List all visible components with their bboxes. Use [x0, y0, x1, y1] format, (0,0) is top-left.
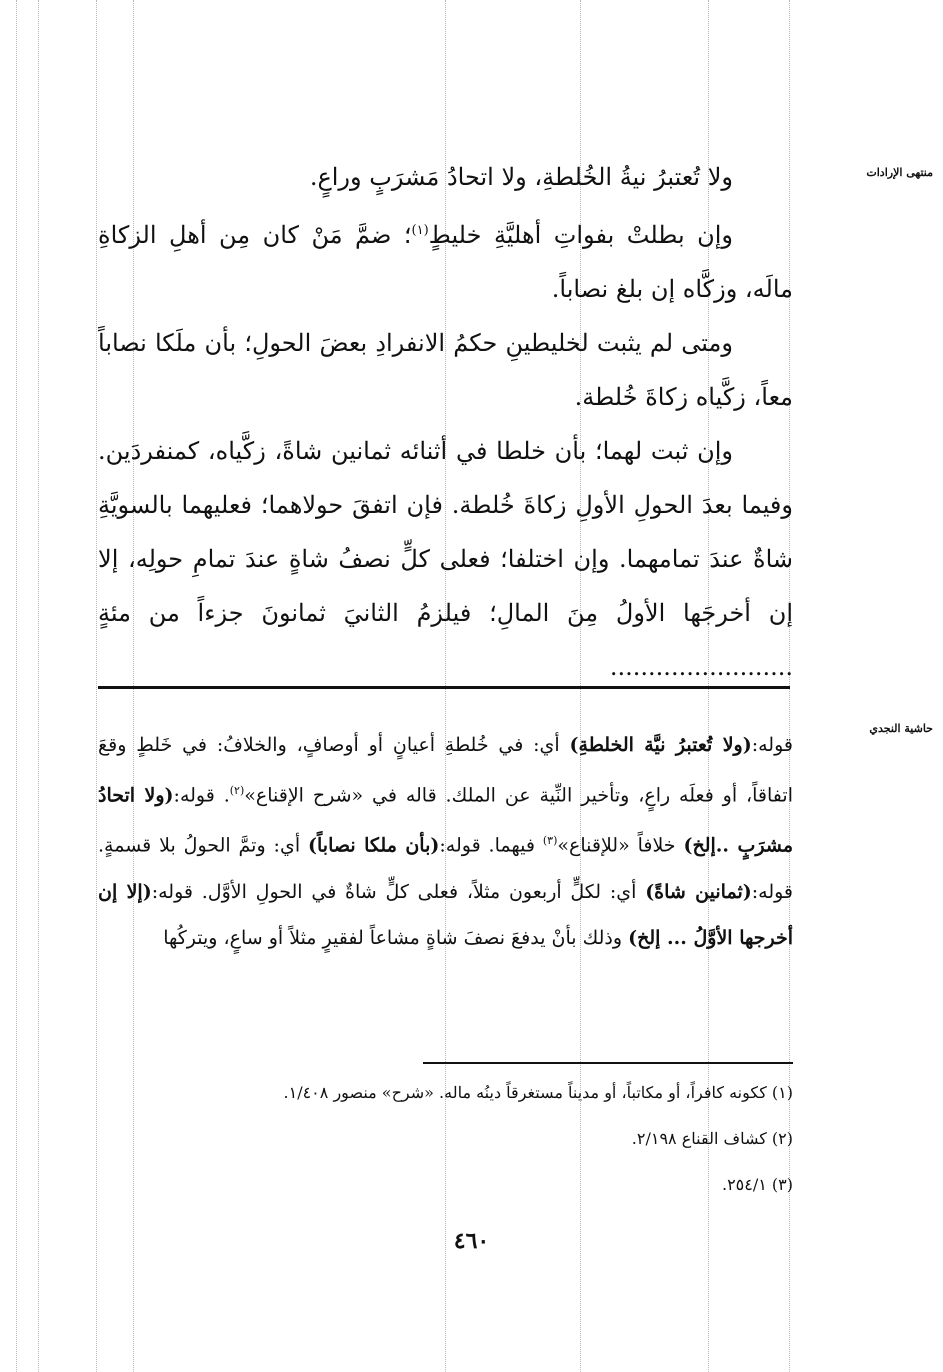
footnote-ref: (٣)	[542, 834, 558, 848]
commentary-segment: خلافاً «للإقناع»	[557, 834, 684, 857]
footnote-ref: (٢)	[229, 784, 245, 797]
footnotes	[98, 1070, 793, 1208]
commentary-segment: أي: وتمَّ الحولُ بلا قسمةٍ. قوله:	[98, 834, 794, 903]
footnote: (٢) كشاف القناع ٢/١٩٨.	[631, 1129, 793, 1148]
main-paragraph: ولا تُعتبرُ نيةُ الخُلطةِ، ولا اتحادُ مَشرَبٍ وراعٍ.	[309, 163, 733, 191]
margin-label-main: منتهى الإرادات	[866, 166, 933, 179]
main-text-segment: ؛ ضمَّ مَنْ كان مِن أهلِ الزكاةِ مالَه، وزكَّاه إن بلغ نصاباً.	[98, 221, 793, 303]
footnote-rule	[423, 1062, 793, 1064]
commentary-lemma: (بأن ملكا نصاباً)	[308, 834, 440, 857]
commentary-segment: قوله:	[751, 734, 793, 756]
main-paragraph	[98, 204, 793, 316]
commentary-segment: أي: في خُلطةِ أعيانٍ أو أوصافٍ، والخلافُ: في خَلطٍ وقعَ اتفاقاً، أو فعلَه راعٍ، وتأخير النِّية عن الملك. قاله في «شرح الإقناع»	[98, 734, 793, 807]
commentary-segment: أي: لكلٍّ أربعون مثلاً، فعلى كلٍّ شاةٌ في الحولِ الأوَّل. قوله:	[151, 880, 646, 903]
main-paragraph: وإن ثبت لهما؛ بأن خلطا في أثنائه ثمانين شاةً، زكَّياه، كمنفردَين. وفيما بعدَ الحولِ الأولِ زكاةَ خُلطة. فإن اتفقَ حولاهما؛ فعليهما بالسويَّةِ شاةٌ عندَ تمامهما. وإن اختلفا؛ فعلى كلٍّ نصفُ شاةٍ عندَ تمامِ حولِه، إلا إن أخرجَها الأولُ مِنَ المالِ؛ فيلزمُ الثانيَ ثمانونَ جزءاً من مئةٍ ........................	[98, 437, 793, 681]
commentary-segment: . قوله:	[173, 784, 230, 807]
main-paragraph: ومتى لم يثبت لخليطينِ حكمُ الانفرادِ بعضَ الحولِ؛ بأن ملَكا نصاباً معاً، زكَّياه زكاةَ خُلطة.	[98, 329, 793, 411]
commentary-paragraph	[98, 722, 793, 961]
page-number: ٤٦٠	[453, 1228, 490, 1254]
footnote: (٣) ٢٥٤/١.	[721, 1175, 793, 1194]
commentary-lemma: (ولا اتحادُ مشرَبٍ ..إلخ)	[98, 784, 793, 857]
commentary-segment: وذلك بأنْ يدفعَ نصفَ شاةٍ مشاعاً لفقيرٍ مثلاً أو ساعٍ، ويتركُها	[163, 926, 629, 949]
main-text-segment: وإن بطلتْ بفواتِ أهليَّةِ خليطٍ	[428, 221, 733, 249]
footnote-ref: (١)	[411, 223, 429, 238]
main-text	[98, 150, 793, 694]
section-divider	[98, 686, 790, 689]
commentary-lemma: (إلا إن أخرجها الأوَّلُ ... إلخ)	[98, 880, 793, 949]
footnote: (١) ككونه كافراً، أو مكاتباً، أو مديناً مستغرقاً دينُه ماله. «شرح» منصور ١/٤٠٨.	[283, 1083, 793, 1102]
commentary-lemma: (ثمانين شاةً)	[645, 880, 752, 903]
commentary-segment: فيهما. قوله:	[439, 834, 543, 857]
margin-label-commentary: حاشية النجدي	[869, 722, 933, 735]
commentary-lemma: (ولا تُعتبرُ نيَّة الخلطةِ)	[569, 734, 752, 756]
commentary-text	[98, 722, 793, 961]
